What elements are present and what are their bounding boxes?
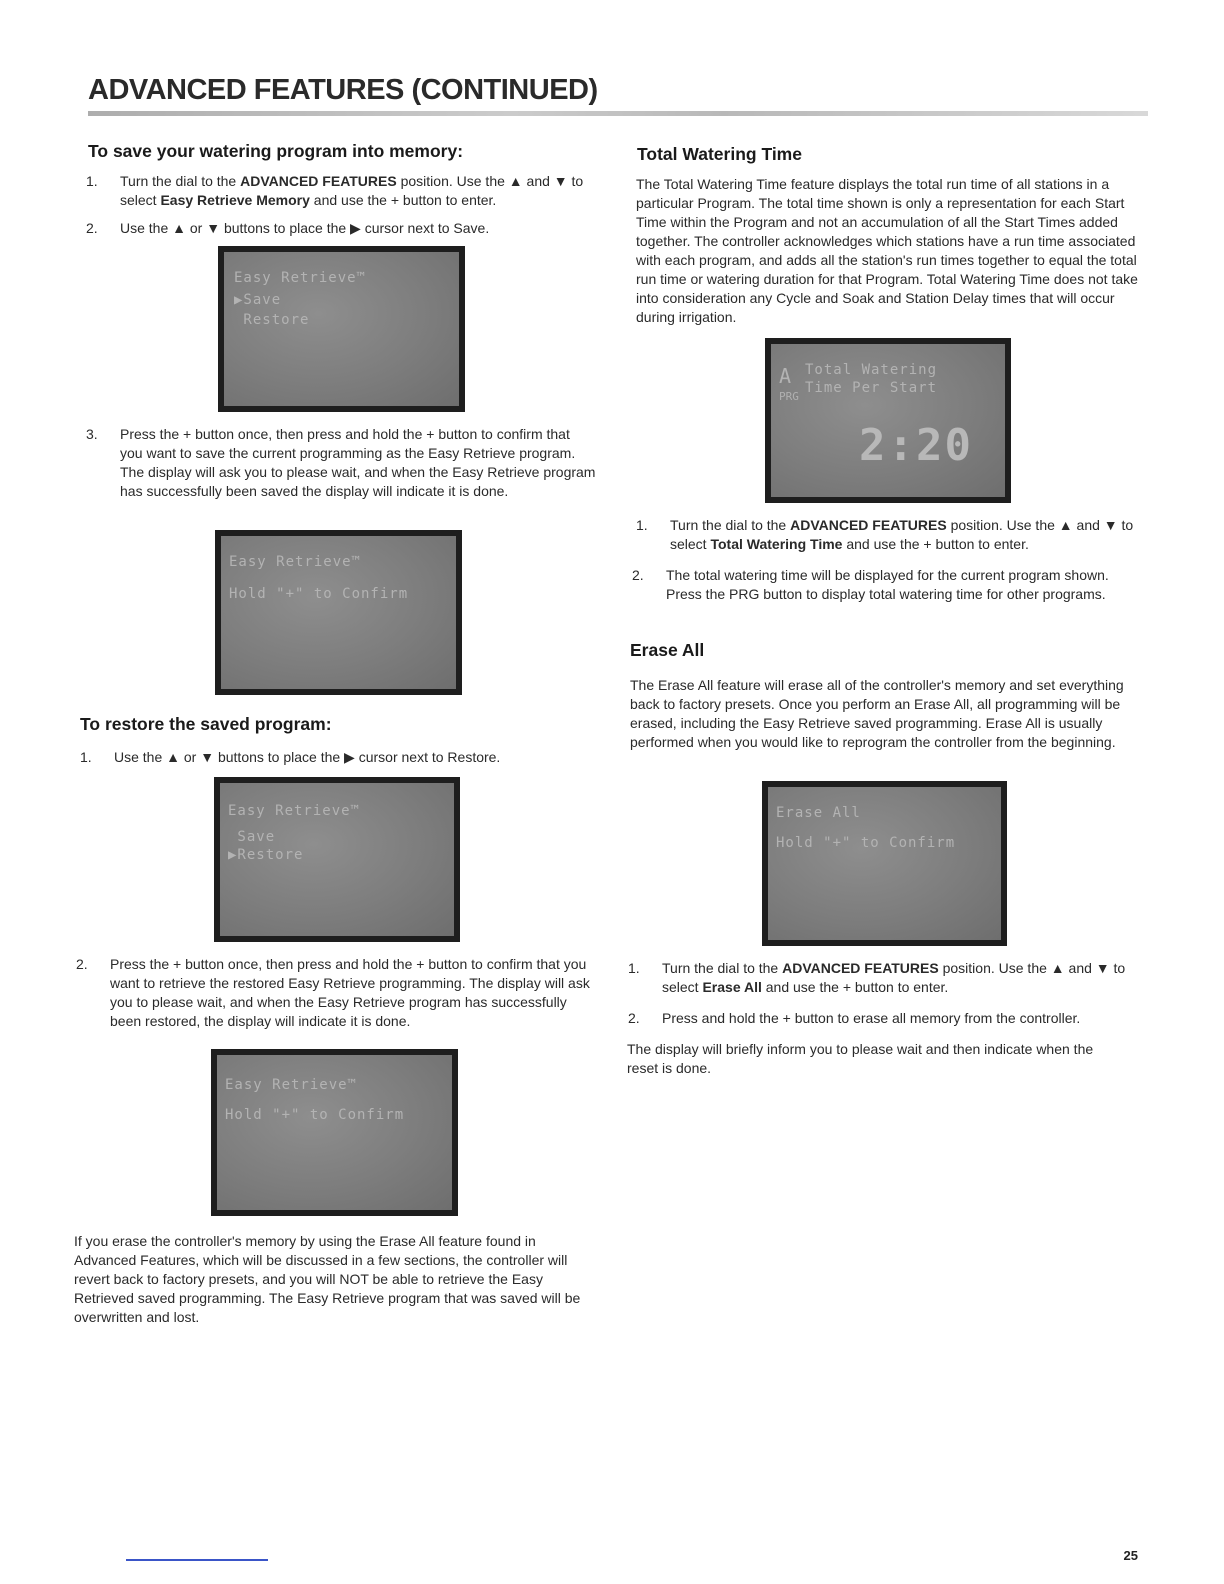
- lcd-screen-save: Easy Retrieve™ ▶Save Restore: [218, 246, 465, 412]
- step-text: Turn the dial to the ADVANCED FEATURES position. Use the ▲ and ▼ to select Easy Retrieve Memory and use the + button to enter.: [120, 173, 584, 208]
- total-watering-heading: Total Watering Time: [637, 144, 802, 164]
- page-number: 25: [1123, 1548, 1138, 1563]
- step-number: 1.: [86, 173, 98, 189]
- lcd-screen-save-confirm: Easy Retrieve™ Hold "+" to Confirm: [215, 530, 462, 695]
- title-divider: [88, 111, 1148, 116]
- erase-step-1: 1. Turn the dial to the ADVANCED FEATURES position. Use the ▲ and ▼ to select Erase All and use the + button to enter.: [628, 960, 1126, 995]
- erase-all-body: The Erase All feature will erase all of the controller's memory and set everything back to factory presets. Once you perform an Erase All, all programming will be erased, including the Easy Retrieve saved programming. Erase All is usually performed when you would like to reprogram the controller from the beginning.: [630, 677, 1124, 750]
- lcd-screen-total-watering: A Total Watering Time Per Start PRG 2:20: [765, 338, 1011, 503]
- restore-step-2: 2. Press the + button once, then press and hold the + button to confirm that you want to retrieve the restored Easy Retrieve programming. The display will ask you to please wait, and when the Easy Retrieve program has successfully been restored, the display will indicate it is done.: [76, 956, 590, 1029]
- footer-line: [126, 1559, 268, 1561]
- save-step-3: 3. Press the + button once, then press and hold the + button to confirm that you want to save the current programming as the Easy Retrieve program. The display will ask you to please wait, and when the Easy Retrieve program has successfully been saved the display will indicate it is done.: [86, 426, 596, 499]
- erase-all-heading: Erase All: [630, 640, 705, 660]
- restore-heading: To restore the saved program:: [80, 714, 332, 734]
- lcd-screen-restore: Easy Retrieve™ Save ▶Restore: [214, 777, 460, 942]
- save-heading: To save your watering program into memory:: [88, 141, 464, 161]
- restore-note: If you erase the controller's memory by using the Erase All feature found in Advanced Features, which will be discussed in a few sections, the controller will revert back to factory presets, and you will NOT be able to retrieve the Easy Retrieved saved programming. The Easy Retrieve program that was saved will be overwritten and lost.: [74, 1233, 581, 1325]
- erase-outro: The display will briefly inform you to please wait and then indicate when the reset is done.: [627, 1041, 1094, 1076]
- erase-step-2: 2. Press and hold the + button to erase all memory from the controller.: [628, 1010, 1081, 1026]
- save-step-2: 2. Use the ▲ or ▼ buttons to place the ▶ cursor next to Save.: [86, 220, 490, 236]
- restore-step-1: 1. Use the ▲ or ▼ buttons to place the ▶ cursor next to Restore.: [80, 749, 501, 765]
- lcd-screen-restore-confirm: Easy Retrieve™ Hold "+" to Confirm: [211, 1049, 458, 1216]
- total-watering-body: The Total Watering Time feature displays the total run time of all stations in a particular Program. The total time shown is only a representation for each Start Time within the Program and not an accumulation of all the Start Times added together. The controller acknowledges which stations have a run time associated with each program, and adds all the station's run times together to equal the total run time or watering duration for that Program. Total Watering Time does not take into consideration any Cycle and Soak and Station Delay times that will occur during irrigation.: [636, 176, 1138, 325]
- total-step-1: 1. Turn the dial to the ADVANCED FEATURES position. Use the ▲ and ▼ to select Total Watering Time and use the + button to enter.: [636, 517, 1134, 552]
- save-step-1: [86, 172, 596, 212]
- lcd-screen-erase-all: Erase All Hold "+" to Confirm: [762, 781, 1007, 946]
- page-title: ADVANCED FEATURES (CONTINUED): [88, 74, 598, 106]
- total-step-2: 2. The total watering time will be displayed for the current program shown. Press the PRG button to display total watering time for other programs.: [632, 567, 1109, 602]
